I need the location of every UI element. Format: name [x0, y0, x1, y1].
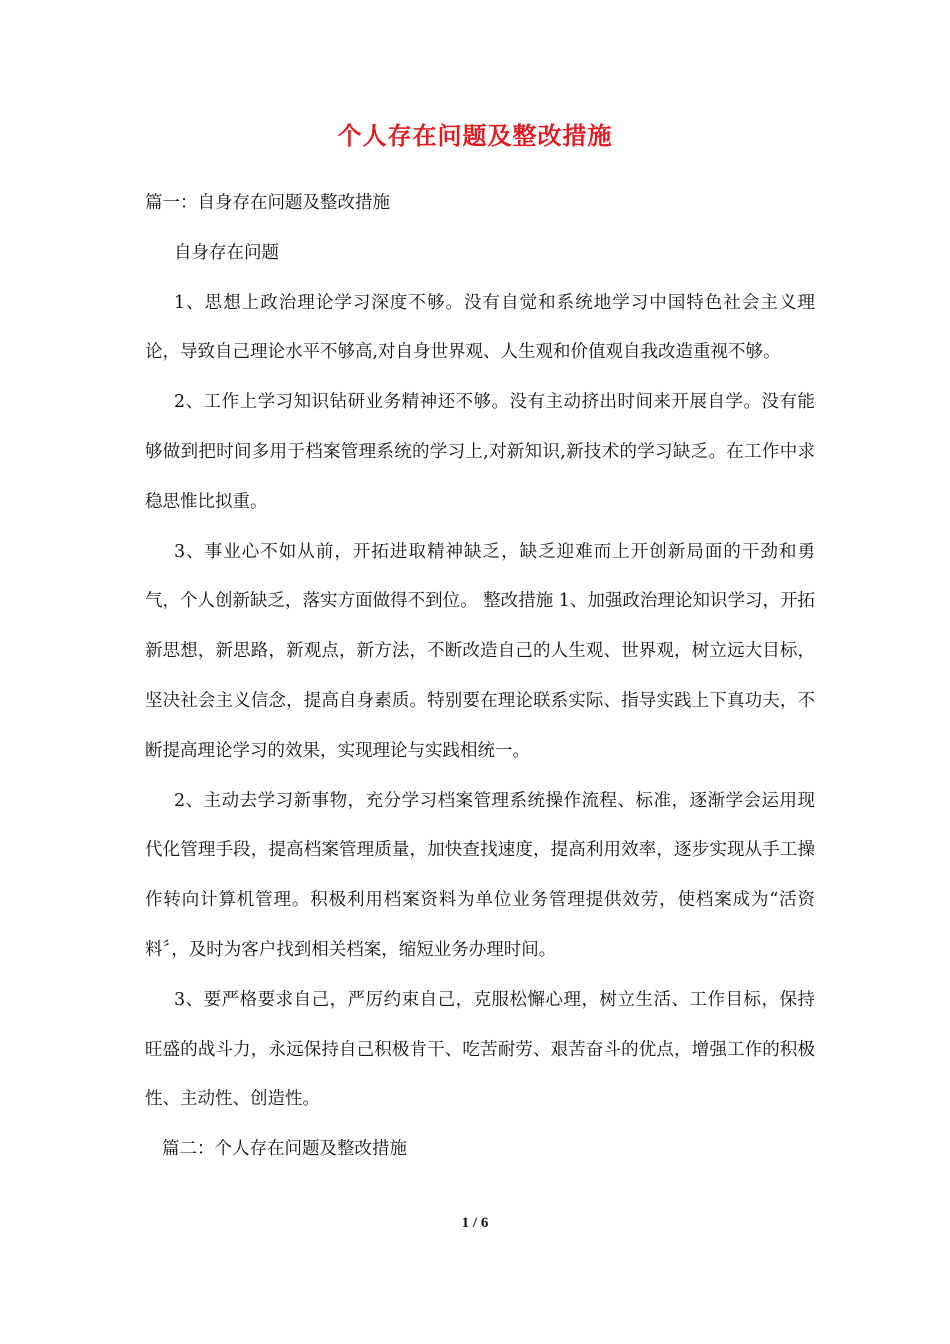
- paragraph: 2、工作上学习知识钻研业务精神还不够。没有主动挤出时间来开展自学。没有能够做到把时间多用于档案管理系统的学习上,对新知识,新技术的学习缺乏。在工作中求稳思惟比拟重。: [145, 392, 815, 512]
- paragraph: 3、事业心不如从前，开拓进取精神缺乏，缺乏迎难而上开创新局面的干劲和勇气，个人创新缺乏，落实方面做得不到位。 整改措施 1、加强政治理论知识学习，开拓新思想，新思路，新观点，新方法，不断改造自己的人生观、世界观，树立远大目标，坚决社会主义信念，提高自身素质。特别要在理论联系实际、指导实践上下真功夫，不断提高理论学习的效果，实现理论与实践相统一。: [145, 541, 815, 761]
- document-body: [145, 179, 815, 1175]
- page-number: 1 / 6: [461, 1215, 489, 1231]
- section-heading: 篇二：个人存在问题及整改措施: [162, 1139, 407, 1160]
- document-title: 个人存在问题及整改措施: [337, 121, 613, 150]
- paragraph: 1、思想上政治理论学习深度不够。没有自觉和系统地学习中国特色社会主义理论，导致自己理论水平不够高,对自身世界观、人生观和价值观自我改造重视不够。: [145, 292, 815, 363]
- paragraph: 2、主动去学习新事物，充分学习档案管理系统操作流程、标准，逐渐学会运用现代化管理手段，提高档案管理质量，加快查找速度，提高利用效率，逐步实现从手工操作转向计算机管理。积极利用档案资料为单位业务管理提供效劳，使档案成为“活资料〞，及时为客户找到相关档案，缩短业务办理时间。: [145, 790, 815, 960]
- paragraph: 3、要严格要求自己，严厉约束自己，克服松懈心理，树立生活、工作目标，保持旺盛的战斗力，永远保持自己积极肯干、吃苦耐劳、艰苦奋斗的优点，增强工作的积极性、主动性、创造性。: [145, 989, 815, 1110]
- section-heading: 篇一：自身存在问题及整改措施: [145, 193, 390, 213]
- subsection-heading: 自身存在问题: [174, 242, 279, 263]
